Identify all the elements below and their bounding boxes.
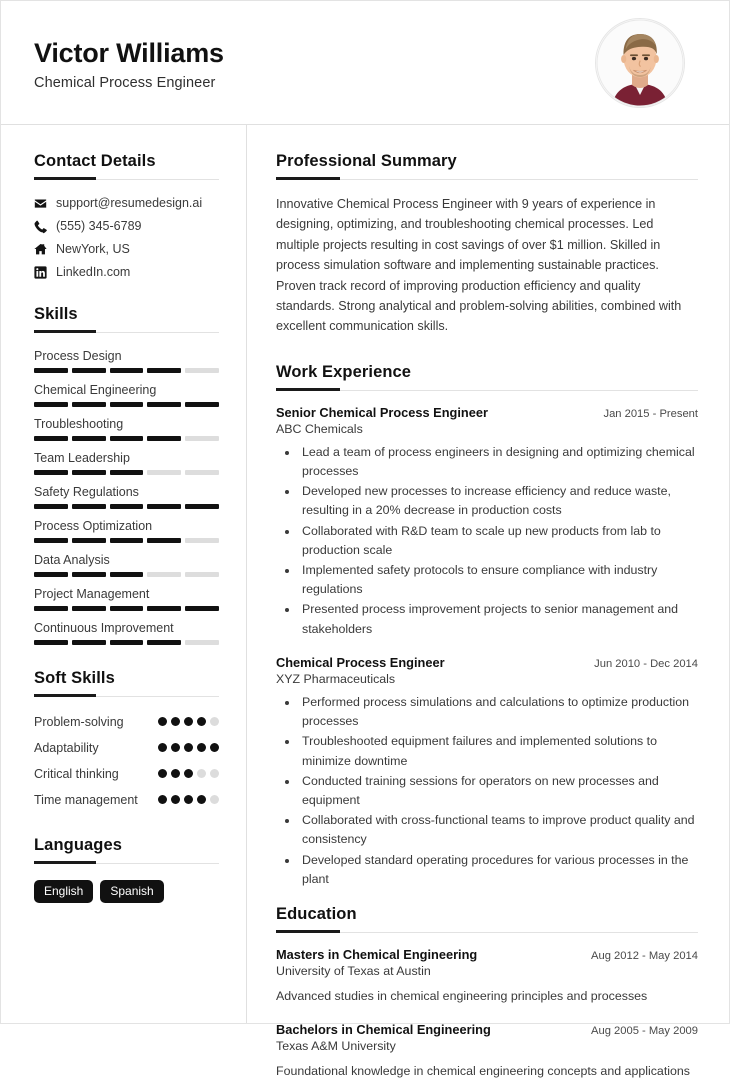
skill-item (34, 519, 219, 543)
rating-dot (171, 717, 180, 726)
skill-level-segment (185, 572, 219, 577)
education-list (276, 947, 698, 1081)
skill-level-segment (34, 606, 68, 611)
rating-dot (171, 769, 180, 778)
soft-skill-item (34, 739, 219, 757)
contact-value-phone: (555) 345-6789 (56, 219, 142, 233)
skill-level-bar (34, 504, 219, 509)
contact-value-linkedin: LinkedIn.com (56, 265, 131, 279)
rating-dot (158, 717, 167, 726)
skill-item (34, 553, 219, 577)
skill-label: Continuous Improvement (34, 621, 174, 635)
skill-item (34, 451, 219, 475)
skill-item (34, 349, 219, 373)
degree-date-range: Aug 2012 - May 2014 (591, 950, 698, 963)
skill-level-bar (34, 402, 219, 407)
soft-skills-list (34, 713, 219, 810)
responsibility-item: • Developed new processes to increase efficiency and reduce waste, resulting in a 20% decrease in production costs (299, 482, 698, 520)
skill-level-segment (34, 402, 68, 407)
skill-level-segment (185, 640, 219, 645)
contact-value-email: support@resumedesign.ai (56, 196, 203, 210)
skill-label: Process Design (34, 349, 122, 363)
contact-item-linkedin[interactable] (34, 265, 219, 279)
skill-level-segment (72, 640, 106, 645)
degree-title: Bachelors in Chemical Engineering (276, 1022, 491, 1038)
soft-skill-label: Time management (34, 793, 138, 808)
skill-level-segment (34, 538, 68, 543)
contact-item-phone[interactable] (34, 219, 219, 233)
skill-item (34, 417, 219, 441)
skill-level-segment (185, 368, 219, 373)
skill-level-segment (185, 402, 219, 407)
skill-label: Team Leadership (34, 451, 130, 465)
company-name: ABC Chemicals (276, 421, 363, 436)
degree-description: Advanced studies in chemical engineering principles and processes (276, 989, 648, 1004)
rating-dot (184, 717, 193, 726)
language-chip[interactable]: Spanish (100, 880, 163, 903)
education-entry (276, 947, 698, 1006)
skill-label: Process Optimization (34, 519, 153, 533)
job-date-range: Jan 2015 - Present (603, 407, 698, 420)
rating-dot (171, 795, 180, 804)
skill-level-segment (72, 470, 106, 475)
skill-item (34, 383, 219, 407)
skill-level-segment (147, 572, 181, 577)
skill-level-segment (110, 402, 144, 407)
job-title: Senior Chemical Process Engineer (276, 404, 488, 420)
rating-dot (184, 743, 193, 752)
section-heading-summary: Professional Summary (276, 152, 698, 180)
skill-label: Safety Regulations (34, 485, 139, 499)
rating-dot (210, 769, 219, 778)
experience-entry (276, 405, 698, 639)
education-entry (276, 1022, 698, 1081)
rating-dot (158, 795, 167, 804)
experience-entry (276, 655, 698, 889)
skill-level-bar (34, 640, 219, 645)
resume-header (1, 1, 729, 125)
skill-item (34, 621, 219, 645)
skill-level-segment (34, 368, 68, 373)
skill-level-segment (110, 640, 144, 645)
skill-level-segment (185, 538, 219, 543)
skill-item (34, 485, 219, 509)
school-name: University of Texas at Austin (276, 964, 431, 979)
skill-level-segment (110, 470, 144, 475)
degree-title: Masters in Chemical Engineering (276, 947, 478, 963)
skill-level-segment (34, 470, 68, 475)
skill-level-segment (185, 470, 219, 475)
job-title: Chemical Process Engineer (276, 654, 445, 670)
section-heading-soft-skills: Soft Skills (34, 669, 219, 697)
skill-level-segment (147, 504, 181, 509)
skill-level-bar (34, 538, 219, 543)
skill-label: Data Analysis (34, 553, 110, 567)
rating-dot (171, 743, 180, 752)
profile-photo (595, 18, 685, 108)
envelope-icon (34, 197, 51, 210)
contact-list (34, 196, 219, 279)
section-heading-skills: Skills (34, 305, 219, 333)
soft-skill-rating (158, 765, 219, 778)
skill-item (34, 587, 219, 611)
skill-label: Troubleshooting (34, 417, 124, 431)
skill-level-segment (110, 606, 144, 611)
skill-level-bar (34, 368, 219, 373)
language-chip[interactable]: English (34, 880, 93, 903)
skill-level-segment (147, 606, 181, 611)
skill-level-segment (110, 504, 144, 509)
skill-level-segment (147, 402, 181, 407)
soft-skill-label: Adaptability (34, 741, 99, 756)
skill-label: Chemical Engineering (34, 383, 157, 397)
rating-dot (210, 743, 219, 752)
entry-header (276, 405, 698, 420)
skill-level-bar (34, 572, 219, 577)
rating-dot (158, 743, 167, 752)
candidate-name: Victor Williams (34, 37, 224, 68)
languages-list (34, 880, 219, 903)
skill-level-segment (110, 572, 144, 577)
phone-icon (34, 220, 51, 233)
soft-skill-rating (158, 713, 219, 726)
rating-dot (197, 717, 206, 726)
soft-skill-label: Problem-solving (34, 715, 124, 729)
skill-level-segment (34, 436, 68, 441)
skill-level-segment (72, 402, 106, 407)
responsibility-item: • Lead a team of process engineers in designing and optimizing chemical processes (299, 443, 698, 481)
contact-value-location: NewYork, US (56, 242, 130, 256)
soft-skill-item (34, 791, 219, 809)
skills-list (34, 349, 219, 645)
skill-level-segment (72, 368, 106, 373)
skill-level-segment (72, 572, 106, 577)
responsibility-list (276, 443, 698, 639)
degree-date-range: Aug 2005 - May 2009 (591, 1025, 698, 1038)
responsibility-list (276, 693, 698, 889)
skill-level-segment (34, 504, 68, 509)
skill-level-segment (147, 538, 181, 543)
skill-level-bar (34, 606, 219, 611)
rating-dot (197, 743, 206, 752)
experience-list (276, 405, 698, 889)
responsibility-item: • Presented process improvement projects to senior management and stakeholders (299, 600, 698, 638)
summary-text: Innovative Chemical Process Engineer with 9 years of experience in designing, optimizing, and troubleshooting chemical processes. Led multiple projects resulting in cost savings of over $1 million. Skilled in process simulation software and implementing sustainable practices. Proven track record of improving production efficiency and quality standards. Strong analytical and problem-solving abilities, combined with excellent communication skills. (276, 197, 682, 334)
section-heading-contact: Contact Details (34, 152, 219, 180)
responsibility-item: • Developed standard operating procedures for various processes in the plant (299, 851, 698, 889)
sidebar (1, 125, 247, 1023)
soft-skill-item (34, 713, 219, 731)
resume-body (1, 125, 729, 1079)
rating-dot (184, 769, 193, 778)
entry-header (276, 1022, 698, 1037)
section-heading-work-experience: Work Experience (276, 363, 698, 391)
skill-level-segment (72, 606, 106, 611)
entry-header (276, 947, 698, 962)
responsibility-item: • Performed process simulations and calculations to optimize production processes (299, 693, 698, 731)
skill-level-segment (110, 368, 144, 373)
responsibility-item: • Collaborated with R&D team to scale up new products from lab to production scale (299, 522, 698, 560)
soft-skill-item (34, 765, 219, 783)
main-content (247, 125, 729, 1079)
skill-level-segment (147, 470, 181, 475)
responsibility-item: • Collaborated with cross-functional teams to improve product quality and consistency (299, 811, 698, 849)
skill-level-segment (147, 436, 181, 441)
rating-dot (197, 769, 206, 778)
home-icon (34, 243, 51, 256)
candidate-role: Chemical Process Engineer (34, 75, 216, 92)
skill-level-segment (185, 606, 219, 611)
skill-level-segment (110, 436, 144, 441)
school-name: Texas A&M University (276, 1039, 396, 1054)
skill-level-bar (34, 436, 219, 441)
skill-level-segment (72, 436, 106, 441)
section-heading-education: Education (276, 905, 698, 933)
section-heading-languages: Languages (34, 836, 219, 864)
rating-dot (184, 795, 193, 804)
skill-level-segment (72, 504, 106, 509)
skill-level-segment (185, 504, 219, 509)
skill-level-segment (147, 368, 181, 373)
linkedin-icon (34, 266, 51, 279)
skill-label: Project Management (34, 587, 150, 601)
entry-header (276, 655, 698, 670)
header-identity (34, 34, 224, 91)
skill-level-segment (185, 436, 219, 441)
soft-skill-label: Critical thinking (34, 767, 119, 782)
skill-level-segment (147, 640, 181, 645)
contact-item-location[interactable] (34, 242, 219, 256)
degree-description: Foundational knowledge in chemical engineering concepts and applications (276, 1064, 690, 1079)
skill-level-segment (34, 572, 68, 577)
soft-skill-rating (158, 791, 219, 804)
company-name: XYZ Pharmaceuticals (276, 671, 396, 686)
contact-item-email[interactable] (34, 196, 219, 210)
skill-level-segment (34, 640, 68, 645)
rating-dot (210, 795, 219, 804)
job-date-range: Jun 2010 - Dec 2014 (594, 657, 698, 670)
skill-level-bar (34, 470, 219, 475)
rating-dot (210, 717, 219, 726)
skill-level-segment (72, 538, 106, 543)
rating-dot (158, 769, 167, 778)
skill-level-segment (110, 538, 144, 543)
responsibility-item: • Conducted training sessions for operators on new processes and equipment (299, 772, 698, 810)
responsibility-item: • Implemented safety protocols to ensure compliance with industry regulations (299, 561, 698, 599)
soft-skill-rating (158, 739, 219, 752)
responsibility-item: • Troubleshooted equipment failures and implemented solutions to minimize downtime (299, 732, 698, 770)
rating-dot (197, 795, 206, 804)
